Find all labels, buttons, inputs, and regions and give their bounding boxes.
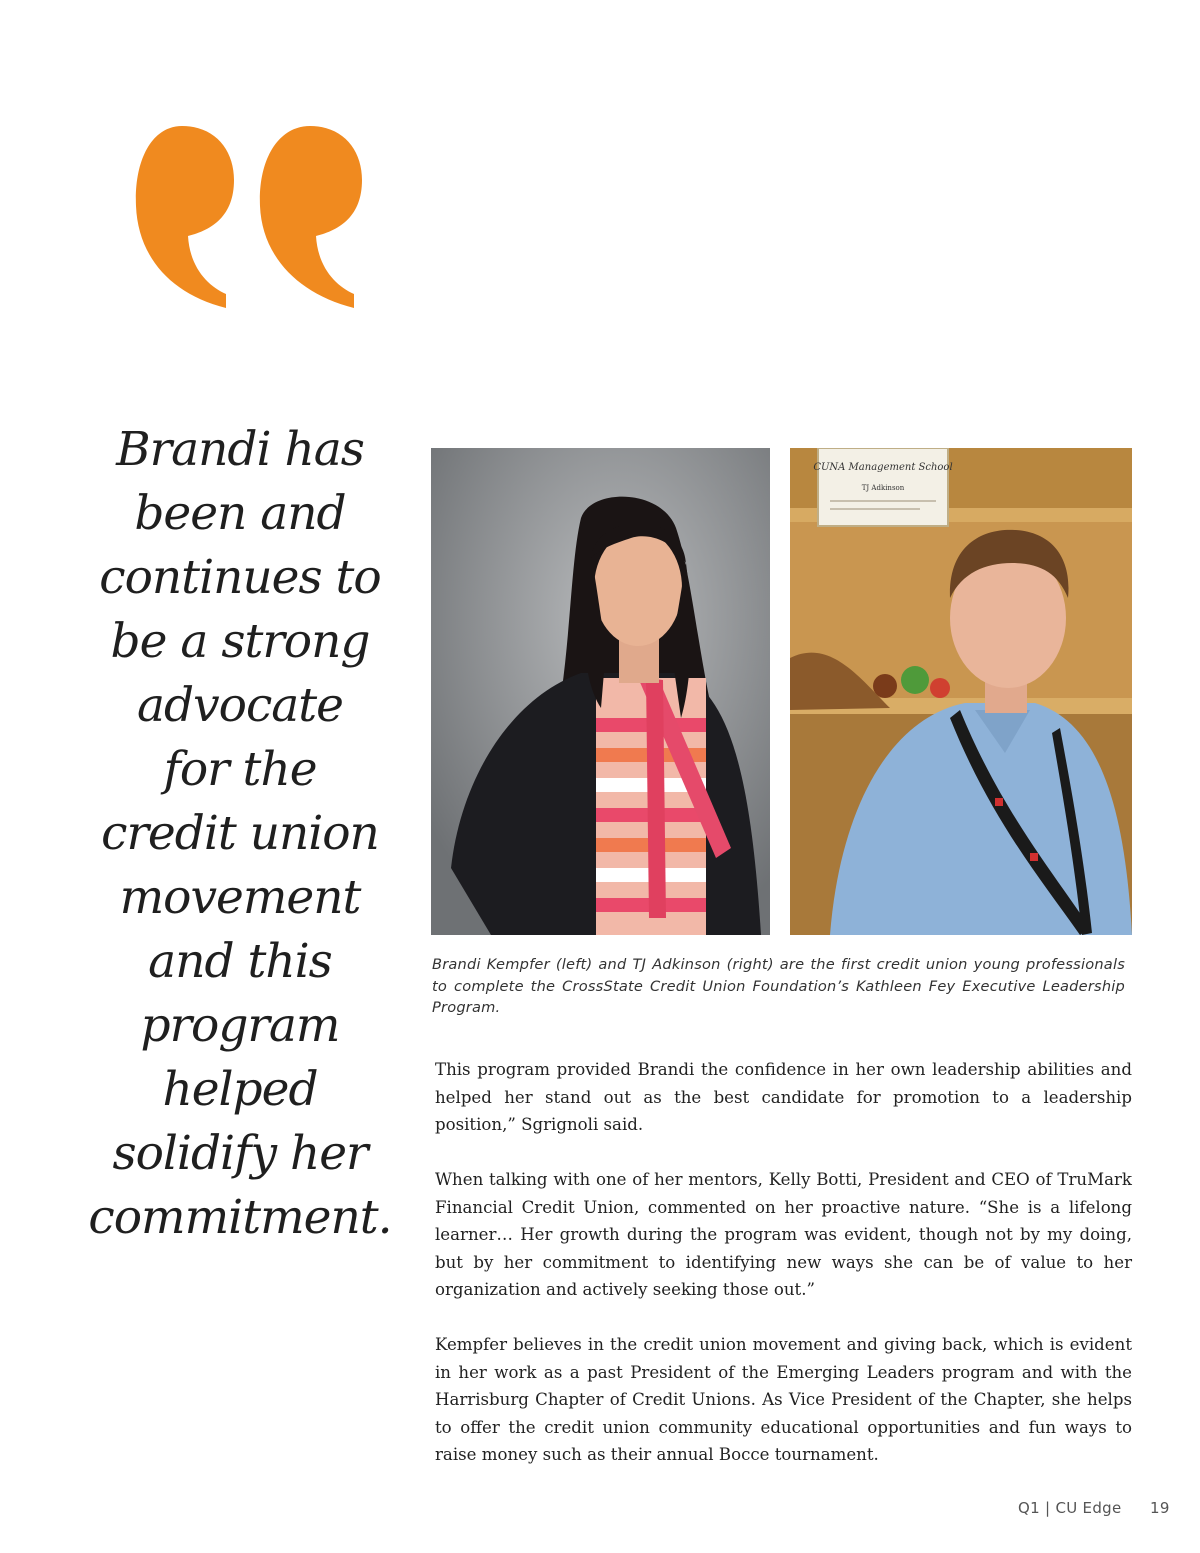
pull-quote-line: for the [163, 742, 317, 797]
article-body [435, 1056, 1132, 1496]
portrait-man-image [790, 448, 1132, 935]
body-paragraph: Kempfer believes in the credit union movement and giving back, which is evident in her work as a past President of the Emerging Leaders program and with the Harrisburg Chapter of Credit Unions. As Vice President of the Chapter, she helps to offer the credit union community educational opportunities and fun ways to raise money such as their annual Bocce tournament. [435, 1335, 1132, 1464]
certificate-name: TJ Adkinson [861, 484, 905, 492]
body-paragraph: This program provided Brandi the confidence in her own leadership abilities and helped her stand out as the best candidate for promotion to a leadership position,” Sgrignoli said. [435, 1060, 1132, 1134]
pull-quote-line: be a strong [110, 614, 370, 669]
pull-quote-line: program [140, 998, 340, 1053]
opening-double-quote-icon [130, 118, 370, 318]
pull-quote-line: Brandi has [116, 422, 364, 477]
pull-quote-line: advocate [136, 678, 343, 733]
pull-quote-line: continues to [99, 550, 381, 605]
page-number: 19 [1150, 1499, 1170, 1517]
pull-quote-line: helped [162, 1062, 318, 1117]
pull-quote-line: been and [134, 486, 346, 541]
publication-name: Q1 | CU Edge [1018, 1499, 1122, 1517]
pull-quote-line: commitment. [88, 1190, 392, 1245]
pull-quote-line: movement [119, 870, 361, 925]
pull-quote-line: solidify her [112, 1126, 368, 1181]
pull-quote [70, 418, 410, 1250]
portrait-woman-image [431, 448, 770, 935]
photo-caption: Brandi Kempfer (left) and TJ Adkinson (right) are the first credit union young professionals to complete the CrossState Credit Union Foundation’s Kathleen Fey Executive Leadership Program. [432, 956, 1125, 1016]
pull-quote-line: credit union [101, 806, 379, 861]
body-paragraph: When talking with one of her mentors, Kelly Botti, President and CEO of TruMark Financial Credit Union, commented on her proactive nature. “She is a lifelong learner… Her growth during the program was evident, though not by my doing, but by her commitment to identifying new ways she can be of value to her organization and actively seeking those out.” [435, 1170, 1132, 1299]
photo-tj-adkinson [790, 448, 1132, 935]
photo-brandi-kempfer [431, 448, 770, 935]
certificate-title: CUNA Management School [813, 462, 953, 473]
pull-quote-line: and this [148, 934, 332, 989]
